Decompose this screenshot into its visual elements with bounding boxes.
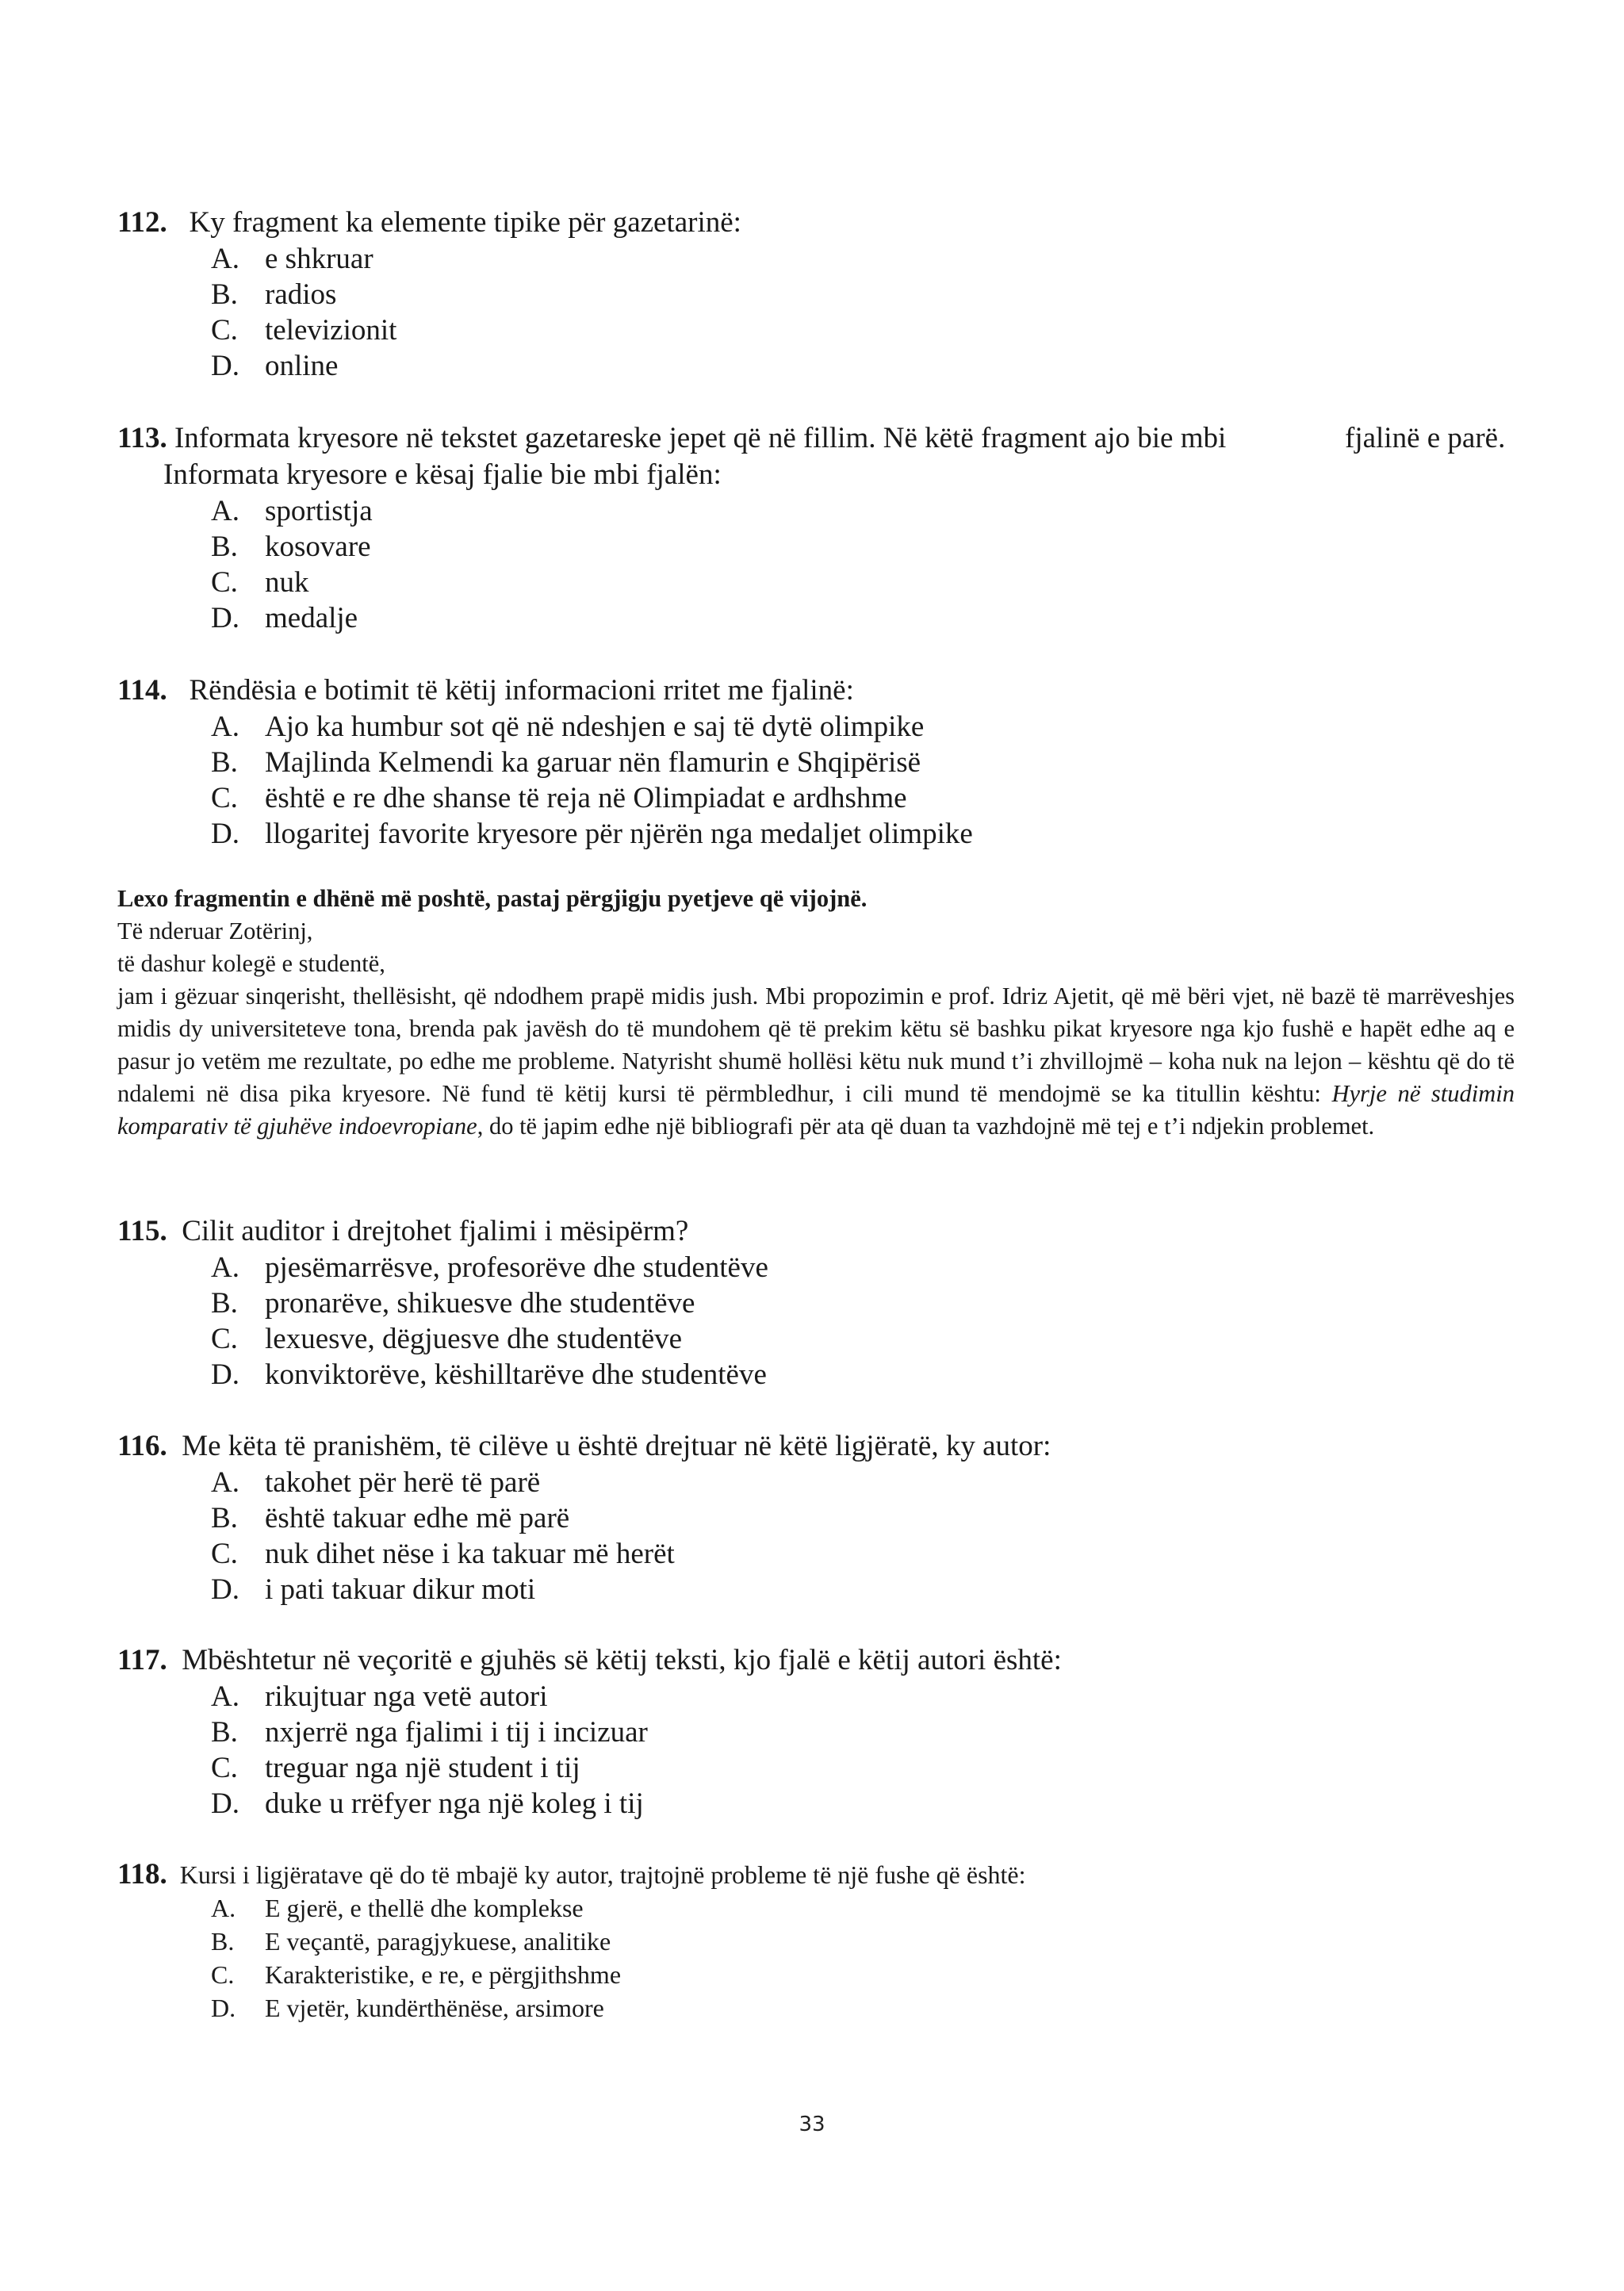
option-d: D. medalje — [211, 602, 358, 634]
question-text: Me këta të pranishëm, të cilëve u është drejtuar në këtë ligjëratë, ky autor: — [182, 1430, 1051, 1462]
option-a: A. E gjerë, e thellë dhe komplekse — [211, 1894, 584, 1922]
options-list — [117, 1679, 1529, 1822]
option-a: A. takohet për herë të parë — [211, 1466, 541, 1499]
question-stem — [117, 1642, 1529, 1679]
option-a: A. rikujtuar nga vetë autori — [211, 1680, 548, 1713]
question-stem — [117, 420, 1529, 457]
question-114 — [117, 672, 1529, 852]
italic-course-title: Hyrje në studimin komparativ të gjuhëve indoevropiane — [117, 1080, 1515, 1140]
option-c: C. televizionit — [211, 314, 397, 347]
question-116 — [117, 1428, 1529, 1607]
question-number: 116. — [117, 1430, 167, 1462]
question-text-line1: Informata kryesore në tekstet gazetareske jepet që në fillim. Në këtë fragment ajo bie mbi — [174, 422, 1227, 454]
question-number: 114. — [117, 674, 167, 707]
option-b: B. pronarëve, shikuesve dhe studentëve — [211, 1287, 695, 1320]
question-text-tail: fjalinë e parë. — [1345, 422, 1506, 454]
question-number: 118. — [117, 1858, 167, 1891]
page-number: 33 — [799, 2113, 825, 2136]
option-c: C. treguar nga një student i tij — [211, 1752, 580, 1784]
option-a: A. Ajo ka humbur sot që në ndeshjen e saj të dytë olimpike — [211, 711, 925, 743]
option-b: B. E veçantë, paragjykuese, analitike — [211, 1927, 611, 1956]
question-stem — [117, 1213, 1529, 1250]
option-d: D. llogaritej favorite kryesore për njërën nga medaljet olimpike — [211, 818, 973, 850]
question-number: 113. — [117, 422, 167, 454]
question-stem — [117, 205, 1529, 241]
option-b: B. është takuar edhe më parë — [211, 1502, 570, 1534]
question-text: Mbështetur në veçoritë e gjuhës së këtij teksti, kjo fjalë e këtij autori është: — [182, 1644, 1062, 1676]
option-b: B. kosovare — [211, 531, 371, 563]
options-list — [117, 709, 1529, 852]
option-b: B. radios — [211, 278, 337, 311]
option-d: D. i pati takuar dikur moti — [211, 1573, 536, 1606]
option-d: D. E vjetër, kundërthënëse, arsimore — [211, 1994, 604, 2022]
option-c: C. Karakteristike, e re, e përgjithshme — [211, 1960, 622, 1989]
question-118 — [117, 1858, 1529, 2025]
options-list — [117, 1250, 1529, 1393]
question-text: Rëndësia e botimit të këtij informacioni rritet me fjalinë: — [189, 674, 854, 707]
option-c: C. është e re dhe shanse të reja në Olimpiadat e ardhshme — [211, 782, 907, 814]
question-stem — [117, 1428, 1529, 1465]
option-d: D. duke u rrëfyer nga një koleg i tij — [211, 1787, 644, 1820]
question-number: 115. — [117, 1215, 167, 1247]
option-b: B. nxjerrë nga fjalimi i tij i incizuar — [211, 1716, 648, 1749]
option-d: D. konviktorëve, këshilltarëve dhe studentëve — [211, 1358, 767, 1391]
option-a: A. pjesëmarrësve, profesorëve dhe studentëve — [211, 1251, 768, 1284]
passage-body: jam i gëzuar sinqerisht, thellësisht, që ndodhem prapë midis jush. Mbi propozimin e prof. Idriz Ajetit, që më bëri vjet, në bazë të marrëveshjes midis dy universiteteve tona, brenda pak javësh do të mundohem që të prekim këtu së bashku pikat kryesore nga kjo fushë e hapët edhe aq e pasur jo vetëm me rezultate, po edhe me probleme. Natyrisht shumë hollësi këtu nuk mund t’i zhvillojmë – koha nuk na lejon – kështu që do të ndalemi në disa pika kryesore. Në fund të këtij kursi të përmbledhur, i cili mund të mendojmë se ka titullin kështu: Hyrje në studimin komparativ të gjuhëve indoevropiane, do të japim edhe një bibliografi për ata që duan ta vazhdojnë më tej e t’i ndjekin problemet. — [117, 983, 1515, 1140]
question-text: Cilit auditor i drejtohet fjalimi i mësipërm? — [182, 1215, 689, 1247]
option-b: B. Majlinda Kelmendi ka garuar nën flamurin e Shqipërisë — [211, 746, 921, 779]
options-list — [117, 241, 1529, 384]
options-list — [117, 1465, 1529, 1607]
question-text: Ky fragment ka elemente tipike për gazetarinë: — [189, 206, 741, 239]
option-a: A. sportistja — [211, 495, 373, 527]
option-a: A. e shkruar — [211, 243, 373, 275]
question-113 — [117, 420, 1529, 636]
options-list — [117, 1891, 1529, 2025]
option-d: D. online — [211, 350, 339, 382]
question-117 — [117, 1642, 1529, 1822]
passage-instruction: Lexo fragmentin e dhënë më poshtë, pastaj përgjigju pyetjeve që vijojnë. — [117, 885, 868, 912]
option-c: C. nuk — [211, 566, 309, 599]
question-112 — [117, 205, 1529, 384]
reading-passage — [117, 883, 1515, 1143]
question-text: Kursi i ligjëratave që do të mbajë ky autor, trajtojnë probleme të një fushe që është: — [179, 1860, 1026, 1889]
option-c: C. nuk dihet nëse i ka takuar më herët — [211, 1538, 675, 1570]
passage-greeting-2: të dashur kolegë e studentë, — [117, 950, 385, 977]
question-number: 117. — [117, 1644, 167, 1676]
question-stem — [117, 672, 1529, 709]
question-number: 112. — [117, 206, 167, 239]
option-c: C. lexuesve, dëgjuesve dhe studentëve — [211, 1323, 683, 1355]
options-list — [117, 493, 1529, 636]
passage-greeting-1: Të nderuar Zotërinj, — [117, 918, 313, 944]
question-115 — [117, 1213, 1529, 1393]
question-text-line2: Informata kryesore e kësaj fjalie bie mbi fjalën: — [163, 458, 722, 491]
question-stem — [117, 1858, 1529, 1891]
